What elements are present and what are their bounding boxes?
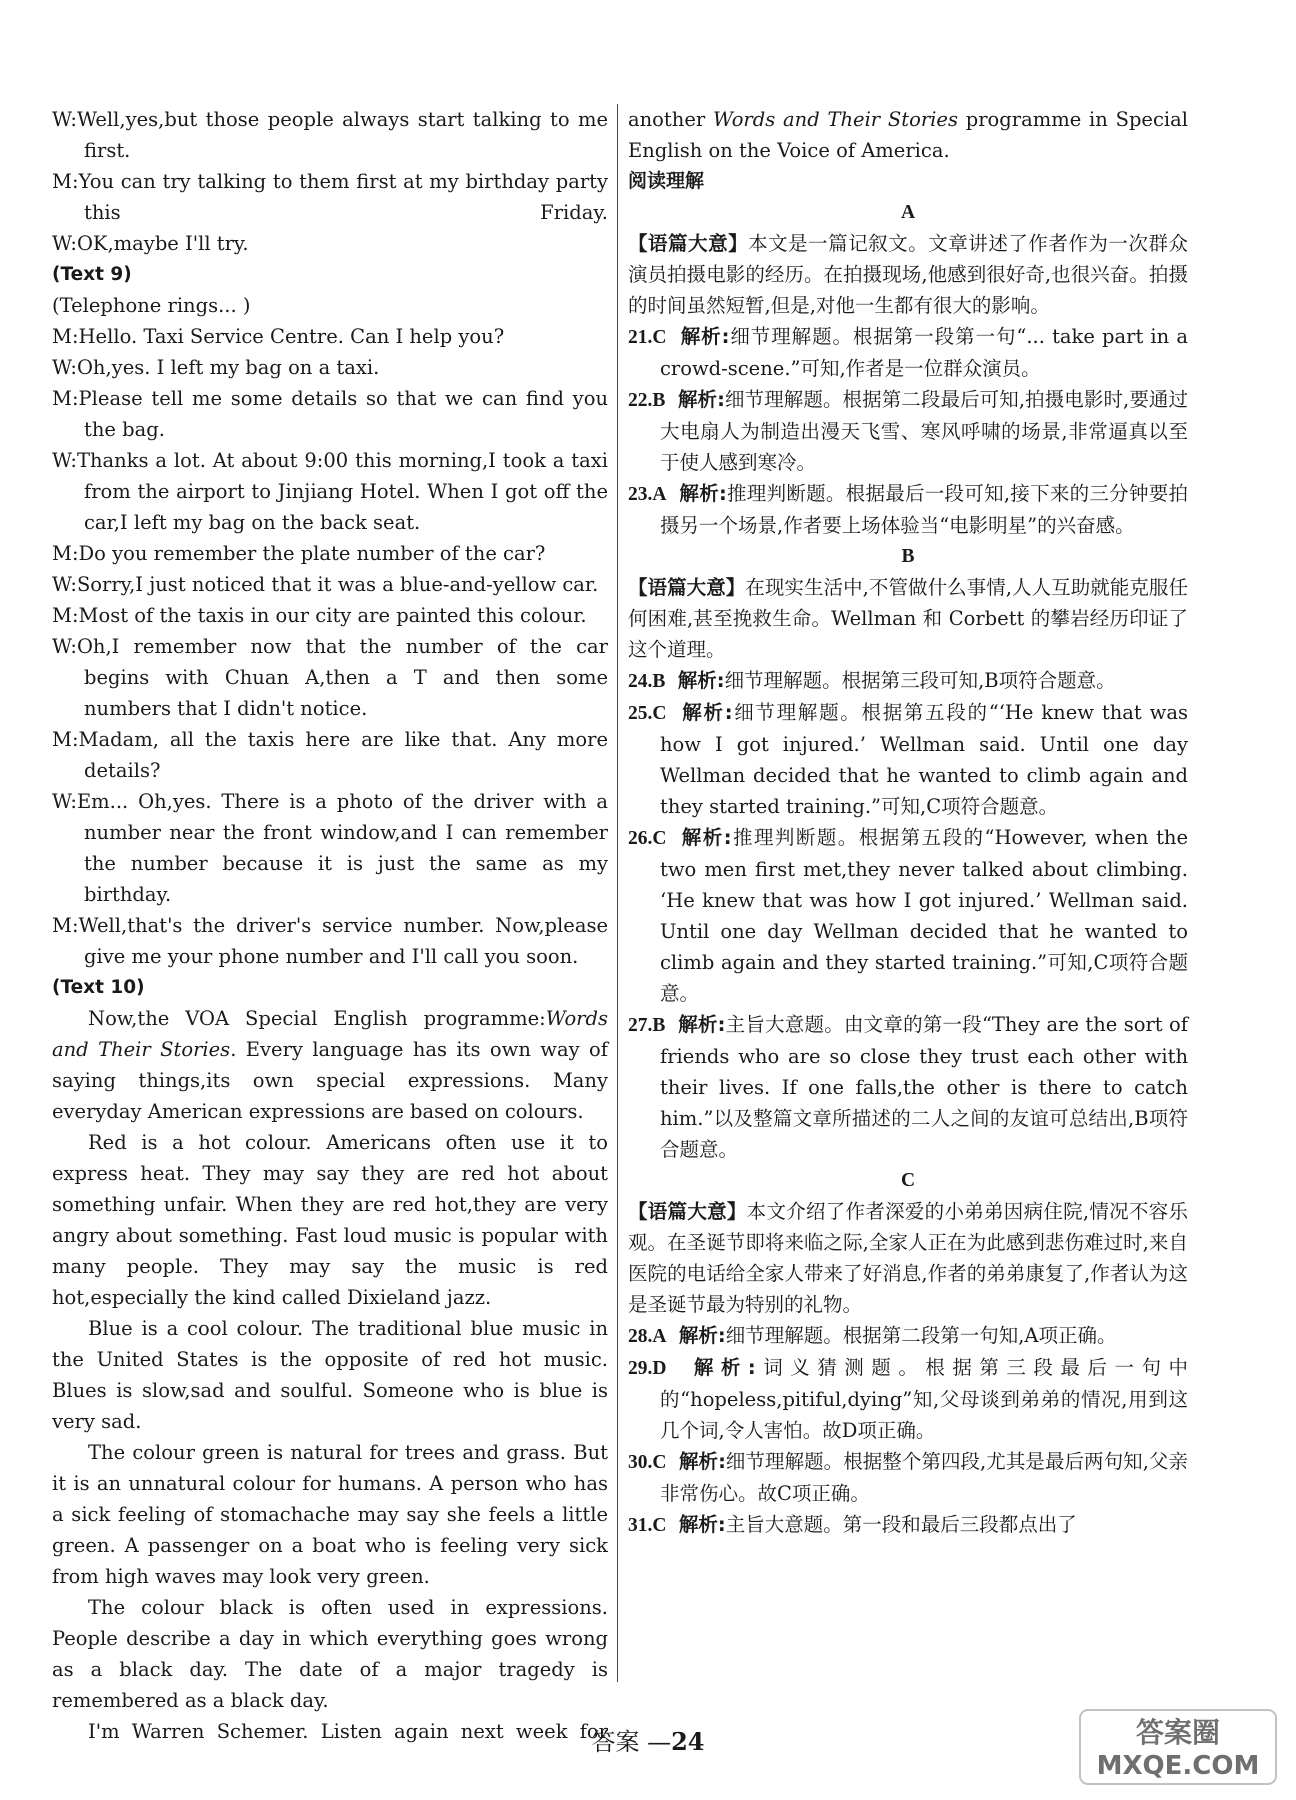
- column-divider: [617, 104, 618, 1682]
- site-watermark-logo: [1078, 1708, 1278, 1786]
- answer-item: 23.A 解析:推理判断题。根据最后一段可知,接下来的三分钟要拍摄另一个场景,作者要上场体验当“电影明星”的兴奋感。: [628, 482, 1188, 537]
- dialog-line: W:Thanks a lot. At about 9:00 this morning,I took a taxi from the airport to Jinjiang Hotel. When I got off the car,I left my bag on the back seat.: [52, 449, 608, 534]
- answer-item: 25.C 解析:细节理解题。根据第五段的“‘He knew that was how I got injured.’ Wellman said. Until one day Wellman decided that he wanted to climb again and they started training.”可知,C项符合题意。: [628, 701, 1188, 818]
- passage-paragraph: I'm Warren Schemer. Listen again next week for: [88, 1720, 608, 1743]
- text10-label: (Text 10): [52, 977, 145, 998]
- answer-item: 22.B 解析:细节理解题。根据第二段最后可知,拍摄电影时,要通过大电扇人为制造出漫天飞雪、寒风呼啸的场景,非常逼真以至于使人感到寒冷。: [628, 388, 1188, 474]
- passage-paragraph: Blue is a cool colour. The traditional blue music in the United States is the opposite of red hot music. Blues is slow,sad and soulful. Someone who is blue is very sad.: [52, 1317, 608, 1433]
- dialog-block-2: [52, 321, 608, 972]
- answer-item: 29.D 解析:词义猜测题。根据第三段最后一句中的“hopeless,pitiful,dying”知,父母谈到弟弟的情况,用到这几个词,令人害怕。故D项正确。: [628, 1356, 1188, 1442]
- right-column: [628, 104, 1188, 1541]
- passage-paragraph: The colour green is natural for trees and grass. But it is an unnatural colour for humans. A person who has a sick feeling of stomachache may say she feels a little green. A passenger on a boat who is feeling very sick from high waves may look very green.: [52, 1441, 608, 1588]
- passage-letter-c: C: [900, 1170, 916, 1191]
- dialog-line: W:Sorry,I just noticed that it was a blue-and-yellow car.: [52, 573, 599, 596]
- watermark-top-text: 答案圈: [1135, 1716, 1221, 1749]
- dialog-line: W:Well,yes,but those people always start talking to me first.: [52, 108, 608, 162]
- passage-summary: 【语篇大意】本文介绍了作者深爱的小弟弟因病住院,情况不容乐观。在圣诞节即将来临之际,全家人正在为此感到悲伤难过时,来自医院的电话给全家人带来了好消息,作者的弟弟康复了,作者认为这是圣诞节最为特别的礼物。: [628, 1200, 1188, 1316]
- dialog-line: M:Please tell me some details so that we can find you the bag.: [52, 387, 608, 441]
- passage-summary: 【语篇大意】在现实生活中,不管做什么事情,人人互助就能克服任何困难,甚至挽救生命。Wellman 和 Corbett 的攀岩经历印证了这个道理。: [628, 576, 1188, 661]
- dialog-line: W:Oh,I remember now that the number of the car begins with Chuan A,then a T and then some numbers that I didn't notice.: [52, 635, 608, 720]
- answer-item: 24.B 解析:细节理解题。根据第三段可知,B项符合题意。: [628, 669, 1116, 692]
- dialog-line: M:Madam, all the taxis here are like that. Any more details?: [52, 728, 608, 782]
- dialog-line: W:Em... Oh,yes. There is a photo of the driver with a number near the front window,and I can remember the number because it is just the same as my birthday.: [52, 790, 608, 906]
- dialog-block-1: [52, 104, 608, 259]
- passage-paragraph: Red is a hot colour. Americans often use it to express heat. They may say they are red hot about something unfair. When they are red hot,they are very angry about something. Fast loud music is popular with many people. They may say the music is red hot,especially the kind called Dixieland jazz.: [52, 1131, 608, 1309]
- passage-paragraph: Now,the VOA Special English programme:Words and Their Stories. Every language has its own way of saying things,its own special expressions. Many everyday American expressions are based on colours.: [52, 1007, 608, 1123]
- left-column: [52, 104, 608, 1747]
- dialog-line: W:OK,maybe I'll try.: [52, 232, 249, 255]
- dialog-line: W:Oh,yes. I left my bag on a taxi.: [52, 356, 380, 379]
- answer-item: 28.A 解析:细节理解题。根据第二段第一句知,A项正确。: [628, 1324, 1117, 1347]
- dialog-line: M:Hello. Taxi Service Centre. Can I help you?: [52, 325, 505, 348]
- passage-letter-a: A: [900, 202, 916, 223]
- answer-item: 30.C 解析:细节理解题。根据整个第四段,尤其是最后两句知,父亲非常伤心。故C项正确。: [628, 1450, 1188, 1505]
- answer-item: 31.C 解析:主旨大意题。第一段和最后三段都点出了: [628, 1513, 1077, 1536]
- passage-summary: 【语篇大意】本文是一篇记叙文。文章讲述了作者作为一次群众演员拍摄电影的经历。在拍摄现场,他感到很好奇,也很兴奋。拍摄的时间虽然短暂,但是,对他一生都有很大的影响。: [628, 232, 1188, 317]
- passage-letter-b: B: [901, 546, 915, 567]
- watermark-bottom-text: MXQE.COM: [1096, 1751, 1260, 1781]
- footer-label: 答案: [591, 1728, 640, 1756]
- answer-item: 27.B 解析:主旨大意题。由文章的第一段“They are the sort of friends who are so close they trust each other with their lives. If one falls,the other is there to catch him.”以及整篇文章所描述的二人之间的友谊可总结出,B项符合题意。: [628, 1013, 1188, 1161]
- passage-paragraph: The colour black is often used in expressions. People describe a day in which everything goes wrong as a black day. The date of a major tragedy is remembered as a black day.: [52, 1596, 608, 1712]
- page-number: 24: [671, 1727, 705, 1756]
- dialog-line: M:Do you remember the plate number of the car?: [52, 542, 546, 565]
- passage-continuation: another Words and Their Stories programme in Special English on the Voice of America.: [628, 108, 1188, 162]
- dialog-line: M:Well,that's the driver's service number. Now,please give me your phone number and I'll call you soon.: [52, 914, 608, 968]
- footer-dash: —: [647, 1728, 672, 1756]
- answer-item: 26.C 解析:推理判断题。根据第五段的“However, when the two men first met,they never talked about climbing. ‘He knew that was how I got injured.’ Wellman said. Until one day Wellman decided that he wanted to climb again and they started training.”可知,C项符合题意。: [628, 826, 1188, 1005]
- text9-label: (Text 9): [52, 264, 132, 285]
- section-title: 阅读理解: [628, 170, 705, 192]
- dialog-line: M:Most of the taxis in our city are painted this colour.: [52, 604, 587, 627]
- answer-item: 21.C 解析:细节理解题。根据第一段第一句“... take part in a crowd-scene.”可知,作者是一位群众演员。: [628, 325, 1188, 380]
- dialog-line: M:You can try talking to them first at my birthday party this Friday.: [52, 170, 608, 224]
- telephone-note: (Telephone rings... ): [52, 294, 251, 317]
